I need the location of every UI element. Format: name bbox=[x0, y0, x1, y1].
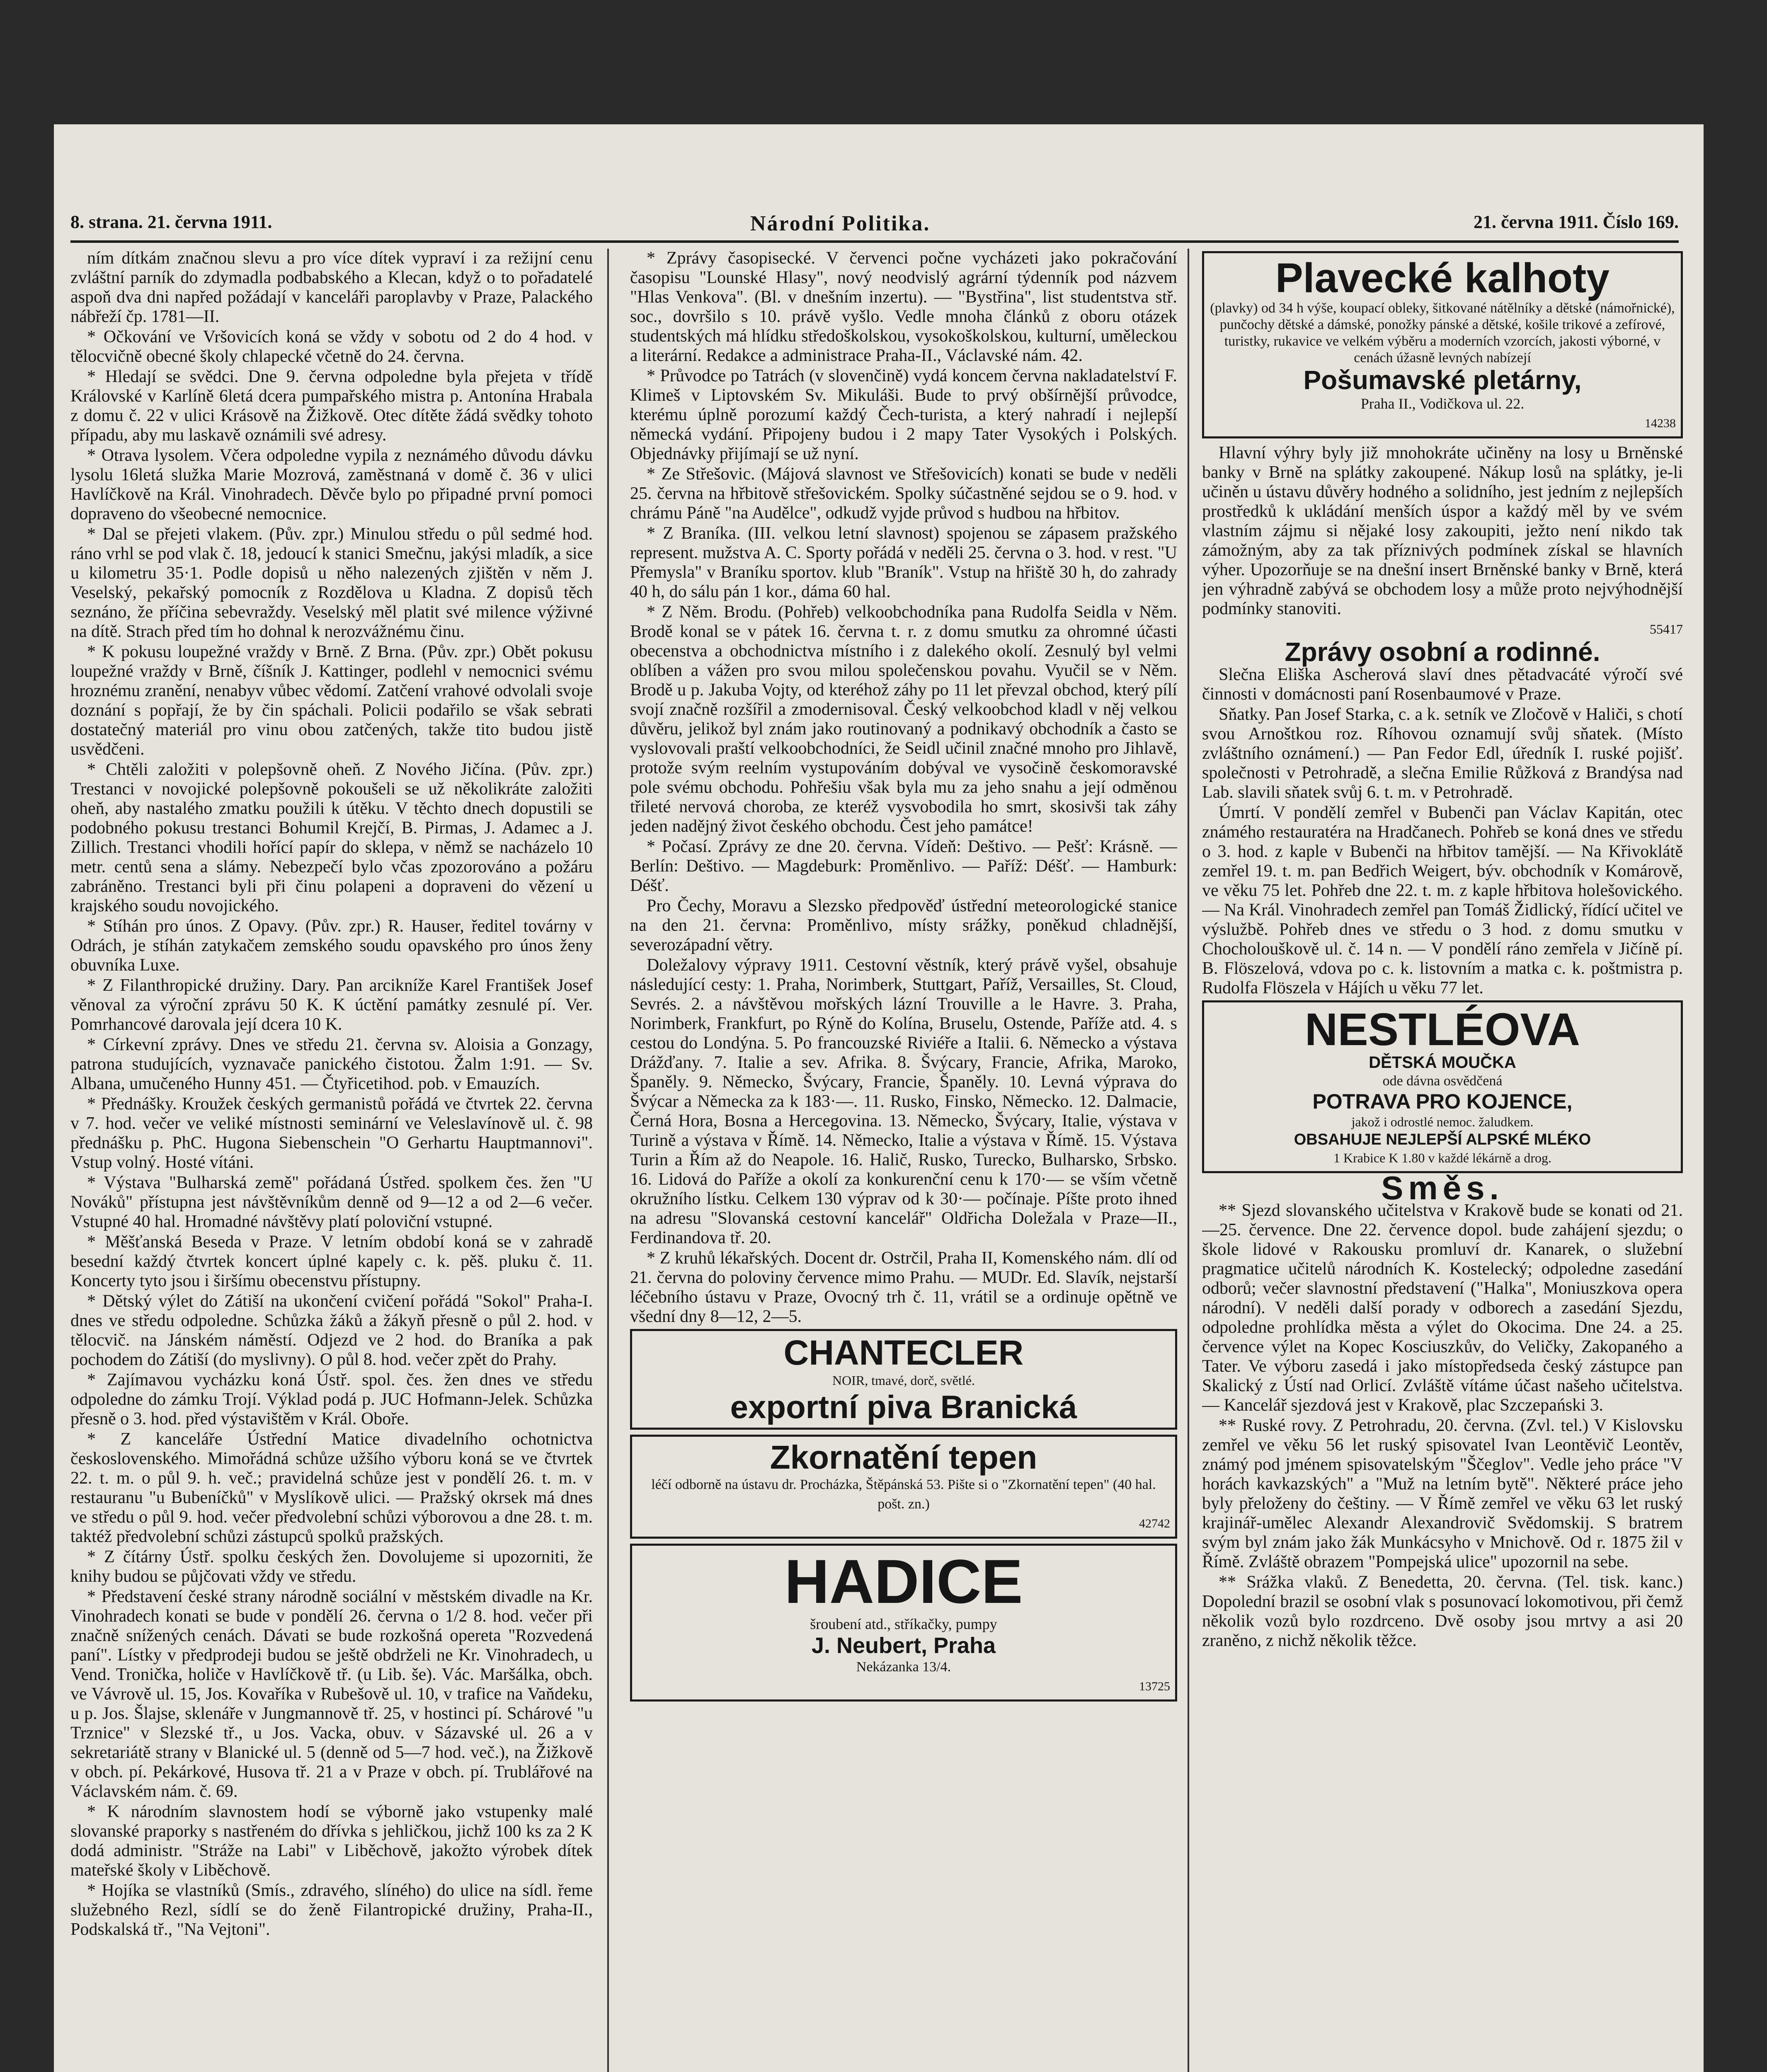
article: * Otrava lysolem. Včera odpoledne vypila z neznámého důvodu dávku lysolu 16letá služka Marie Mozrová, zaměstnaná v domě č. 36 v ulici Havlíčkově na Král. Vinohradech. Děvče bylo po připadné první pomoci dopraveno do všeobecné nemocnice. bbox=[70, 446, 593, 523]
article: * Z Braníka. (III. velkou letní slavnost) spojenou se zápasem pražského represent. mužstva A. C. Sporty pořádá v neděli 25. června o 3. hod. v rest. "U Přemysla" v Braníku sportov. klub "Braník". Vstup na hřiště 30 h, do zahrady 40 h, do sálu pán 1 kor., dáma 60 hal. bbox=[630, 524, 1177, 601]
article: * Zprávy časopisecké. V červenci počne vycházeti jako pokračování časopisu "Lounské Hlasy", nový neodvislý agrární týdenník pod názvem "Hlas Venkova". (Bl. v dnešním inzertu). — "Bystřina", list studentstva stř. soc., dovršilo s 10. právě vyšlo. Vedle mnoha článků z oboru otázek studentských má hlídku středoškolskou, vysokoškolskou, kulturní, uměleckou a literární. Redakce a administrace Praha-II., Václavské nám. 42. bbox=[630, 249, 1177, 365]
newspaper-page bbox=[54, 124, 1704, 2072]
column-rule bbox=[1188, 249, 1189, 2072]
article: ** Ruské rovy. Z Petrohradu, 20. června. (Zvl. tel.) V Kislovsku zemřel ve věku 56 let ruský spisovatel Ivan Leontěvič Leontěv, známý pod jménem spisovatelským "Ščeglov". Vedle jeho práce "V horách kavkazských" a "Muž na letním bytě". Některé práce jeho byly přeloženy do češtiny. — V Římě zemřel ve věku 63 let ruský krajinář-umělec Alexandr Alexandrovič Svědomskij. S bratrem svým byl znám jako žák Munkácsyho v Mnichově. Od r. 1875 žil v Římě. Zvláště obrazem "Pompejská ulice" upozornil na sebe. bbox=[1202, 1416, 1683, 1572]
article-travel: Doležalovy výpravy 1911. Cestovní věstník, který právě vyšel, obsahuje následující cesty: 1. Praha, Norimberk, Stuttgart, Paříž, Versailles, St. Cloud, Sevrés. 2. a návštěvou mořských lázní Trouville a le Havre. 3. Praha, Norimberk, Frankfurt, po Rýně do Kolína, Bruselu, Ostende, Paříže atd. 4. s cestou do Londýna. 5. Po francouzské Riviéře a Italii. 6. Německo a výstava Drážďany. 7. Italie a sev. Afrika. 8. Švýcary, Francie, Afrika, Maroko, Španěly. 9. Německo, Švýcary, Francie, Španěly. 10. Levná výprava do Švýcar a Německa za k 183·—. 11. Rusko, Finsko, Německo. 12. Dalmacie, Černá Hora, Bosna a Hercegovina. 13. Německo, Švýcary, Italie, výstava v Turině a výstava v Římě. 14. Německo, Italie a výstava v Římě. 15. Výstava Turin a Řím až do Neapole. 16. Halič, Rusko, Turecko, Bulharsko, Srbsko. 16. Lidová do Paříže a okolí za konkurenční cenu k 170·— se vším včetně okružního lístku. Celkem 130 výprav od k 30·— počínaje. Píšte proto ihned na adresu "Slovanská cestovní kancelář" Oldřicha Doležala v Praze—II., Ferdinandova tř. 20. bbox=[630, 956, 1177, 1247]
masthead bbox=[70, 211, 1679, 240]
article: * Stíhán pro únos. Z Opavy. (Pův. zpr.) R. Hauser, ředitel továrny v Odrách, je stíhán zatykačem zemského soudu opavského pro únos ženy obuvníka Luxe. bbox=[70, 917, 593, 975]
article: ** Sjezd slovanského učitelstva v Krakově bude se konati od 21.—25. července. Dne 22. července dopol. bude zahájení sjezdu; o škole lidové v Rakousku promluví dr. Kanarek, o služební pragmatice učitelů národních K. Kostelecký; odpoledne zasedání odborů; večer slavnostní představení ("Halka", Moniuszkova opera národní). V neděli další porady v odborech a zasedání Sjezdu, odpoledne prohlídka města a výlet do Okocima. Dne 24. a 25. července výlet na Kopec Kosciuszkův, do Veličky, Zakopaného a Tater. Ve výboru zasedá i jako místopředseda český zástupce pan Skalický z Ústí nad Orlicí. Zvláště vítáme účast našeho učitelstva. — Kancelář sjezdová jest v Krakově, plac Szczepański 3. bbox=[1202, 1201, 1683, 1415]
article: * Dětský výlet do Zátiší na ukončení cvičení pořádá "Sokol" Praha-I. dnes ve středu odpoledne. Schůzka žáků a žákyň přesně o půl 2. hod. v tělocvič. na Jánském náměstí. Odjezd ve 2 hod. do Braníka a pak pochodem do Zátiší (do myslivny). O půl 8. hod. večer zpět do Prahy. bbox=[70, 1292, 593, 1369]
article: * Měšťanská Beseda v Praze. V letním období koná se v zahradě besední každý čtvrtek koncert úplné kapely c. k. pěš. pluku č. 11. Koncerty tyto jsou i širšímu obecenstvu přístupny. bbox=[70, 1232, 593, 1290]
article: Slečna Eliška Ascherová slaví dnes pětadvacáté výročí své činnosti v domácnosti paní Rosenbaumové v Praze. bbox=[1202, 665, 1683, 704]
issue-number: 21. června 1911. Číslo 169. bbox=[1474, 212, 1679, 232]
article-doctors: * Z kruhů lékařských. Docent dr. Ostrčil, Praha II, Komenského nám. dlí od 21. června do poloviny července mimo Prahu. — MUDr. Ed. Slavík, nejstarší léčebního ústavu v Praze, Ovocný trh č. 11, vrátil se a ordinuje opětně ve všední dny 8—12, 2—5. bbox=[630, 1249, 1177, 1326]
article: * Očkování ve Vršovicích koná se vždy v sobotu od 2 do 4 hod. v tělocvičně obecné školy chlapecké včetně do 24. června. bbox=[70, 327, 593, 366]
column-3: Plavecké kalhoty (plavky) od 34 h výše, koupací obleky, šitkované nátělníky a dětské (námořnické), punčochy dětské a dámské, ponožky pánské a dětské, košile trikové a zefírové, turistky, rukavice ve velkém výběru a moderních vzorcích, jakosti výborné, v cenách úžasně levných nabízejí Pošumavské pletárny, Praha II., Vodičkova ul. 22. 14238 Hlavní výhry byly již mnohokráte učiněny na losy u Brněnské banky v Brně na splátky zakoupené. Nákup losů na splátky, je-li učiněn u ústavu důvěry hodného a solidního, jest jedním z nejlepších prostředků k ukládání menších úspor a každý měl by ve svém vlastním zájmu si nějaké losy zakoupiti, ježto není nikdo tak zámožným, aby za tak příznivých podmínek získal se hlavních výher. Upozorňuje se na dnešní insert Brněnské banky v Brně, která jen výhradně zabývá se obchodem losy a může proto nejvýhodnější podmínky stanoviti. 55417 Zprávy osobní a rodinné. Slečna Eliška Ascherová slaví dnes pětadvacáté výročí své činnosti v domácnosti paní Rosenbaumové v Praze. Sňatky. Pan Josef Starka, c. a k. setník ve Zločově v Haliči, s chotí svou Arnoštkou roz. Ríhovou oznamují svůj sňatek. (Místo zvláštního oznámení.) — Pan Fedor Edl, úředník I. ruské pojišť. společnosti v Petrohradě, a slečna Emilie Růžková z Brandýsa nad Lab. slavili sňatek svůj 6. t. m. v Petrohradě. Úmrtí. V pondělí zemřel v Bubenči pan Václav Kapitán, otec známého restauratéra na Hradčanech. Pohřeb se koná dnes ve středu o 3. hod. z kaple v Bubenči na hřbitov tamější. — Na Křivoklátě zemřel 19. t. m. pan Bedřich Weigert, býv. obchodník v Komárově, ve věku 75 let. Pohřeb dne 22. t. m. z kaple hřbitova holešovického. — Na Král. Vinohradech zemřel pan Tomáš Židlický, řídící učitel ve výslužbě. Pohřeb dnes ve středu o 3 hod. z domu smutku v Chocholouškově ul. č. 14 n. — V pondělí ráno zemřela v Jičíně pí. B. Flöszelová, vdova po c. k. listovním a matka c. k. poštmistra p. Rudolfa Flöszela v Hájích u věku 77 let. NESTLÉOVA DĚTSKÁ MOUČKA ode dávna osvědčená POTRAVA PRO KOJENCE, jakož i odrostlé nemoc. žaludkem. OBSAHUJE NEJLEPŠÍ ALPSKÉ MLÉKO 1 Krabice K 1.80 v každé lékárně a drog. Směs. ** Sjezd slovanského učitelstva v Krakově bude se konati od 21.—25. července. Dne 22. července dopol. bude zahájení sjezdu; o škole lidové v Rakousku promluví dr. Kanarek, o služební pragmatice učitelů národních K. Kostelecký; odpoledne zasedání odborů; večer slavnostní představení ("Halka", Moniuszkova opera národní). V neděli další porady v odborech a zasedání Sjezdu, odpoledne prohlídka města a výlet do Okocima. Dne 24. a 25. července výlet na Kopec Kosciuszkův, do Veličky, Zakopaného a Tater. Ve výboru zasedá i jako místopředseda český zástupce pan Skalický z Ústí nad Orlicí. Zvláště vítáme účast našeho učitelstva. — Kancelář sjezdová jest v Krakově, plac Szczepański 3. ** Ruské rovy. Z Petrohradu, 20. června. (Zvl. tel.) V Kislovsku zemřel ve věku 56 let ruský spisovatel Ivan Leontěvič Leontěv, známý pod jménem spisovatelským "Ščeglov". Vedle jeho práce "V horách kavkazských" a "Muž na letním bytě". Některé práce jeho byly přeloženy do češtiny. — V Římě zemřel ve věku 63 let ruský krajinář-umělec Alexandr Alexandrovič Svědomskij. S bratrem svým byl znám jako žák Munkácsyho v Mnichově. Od r. 1875 žil v Římě. Zvláště obrazem "Pompejská ulice" upozornil na sebe. ** Srážka vlaků. Z Benedetta, 20. června. (Tel. tisk. kanc.) Dopolední brazil se osobní vlak s posunovací lokomotivou, při čemž několik vozů bylo rozdrceno. Dvě osoby jsou mrtvy a asi 20 zraněno, z nichž několik těžce. bbox=[1202, 249, 1683, 2072]
ad-nestle: NESTLÉOVA DĚTSKÁ MOUČKA ode dávna osvědčená POTRAVA PRO KOJENCE, jakož i odrostlé nemoc. žaludkem. OBSAHUJE NEJLEPŠÍ ALPSKÉ MLÉKO 1 Krabice K 1.80 v každé lékárně a drog. bbox=[1202, 1000, 1683, 1173]
article: * Z Něm. Brodu. (Pohřeb) velkoobchodníka pana Rudolfa Seidla v Něm. Brodě konal se v pátek 16. června t. r. z domu smutku za ohromné účasti obecenstva a obchodnictva místního i z dalekého okolí. Zesnulý byl velmi oblíben a vážen pro svou milou společenskou povahu. Vyučil se v Něm. Brodě u p. Jakuba Vojty, od kteréhož záhy po 11 let převzal obchod, který pílí svojí značně rozšířil a zmodernisoval. Český velkoobchod kladl v něj velkou důvěru, jelikož byl znám jako routinovaný a podnikavý obchodník a často se vyslovovali praští velkoobchodníci, že Seidl učinil značné mnoho pro Jihlavě, protože svým reelním vystupováním dobýval ve vysočině českomoravské pole svému obchodu. Pohřešiu však byla mu za jeho snahu a její odměnou třileté nervová choroba, ze kteréž vysvobodila ho smrt, skosivši tak záhy jeden nadějný život českého obchodu. Čest jeho památce! bbox=[630, 603, 1177, 836]
article: * Průvodce po Tatrách (v slovenčině) vydá koncem června nakladatelství F. Klimeš v Liptovském Sv. Mikuláši. Bude to prvý obšírnější průvodce, kterému úplně porozumí každý Čech-turista, a který nahradí i nejlepší německá vydání. Připojeny budou i 2 mapy Tater Vysokých i Polských. Objednávky přijímají se už nyní. bbox=[630, 366, 1177, 463]
article: * Přednášky. Kroužek českých germanistů pořádá ve čtvrtek 22. června v 7. hod. večer ve veliké místnosti seminární ve Veleslavínově ul. č. 98 přednášku p. PhC. Hugona Siebenschein "O Gerhartu Hauptmannovi". Vstup volný. Hosté vítáni. bbox=[70, 1094, 593, 1172]
article: * Ze Střešovic. (Májová slavnost ve Střešovicích) konati se bude v neděli 25. června na hřbitově střešovickém. Spolky súčastněné sejdou se o 9. hod. v chrámu Páně "na Audělce", odkudž vyjde průvod s hudbou na hřbitov. bbox=[630, 465, 1177, 523]
article: * K národním slavnostem hodí se výborně jako vstupenky malé slovanské praporky s nastřeném do dřívka s jehličkou, jichž 100 ks za 2 K dodá administr. "Stráže na Labi" v Liběchově, jakožto výrobek dítek mateřské školy v Liběchově. bbox=[70, 1802, 593, 1880]
article: * K pokusu loupežné vraždy v Brně. Z Brna. (Pův. zpr.) Obět pokusu loupežné vraždy v Brně, číšník J. Kattinger, podlehl v nemocnici svému hroznému zranění, nenabyv vůbec vědomí. Zatčení vrahové odvolali svoje doznání s popřají, že by čin spáchali. Policii podařilo se však sebrati dostatečný materiál pro vinu obou zatčených, takže tito budou jistě usvědčeni. bbox=[70, 642, 593, 759]
article: * Hojíka se vlastníků (Smís., zdravého, slíného) do ulice na sídl. řeme služebného Rezl, sídlí se do ženě Filantropické družiny, Praha-II., Podskalská tř., "Na Vejtoni". bbox=[70, 1881, 593, 1939]
column-rule bbox=[607, 249, 609, 2072]
article: * Zajímavou vycházku koná Ústř. spol. čes. žen dnes ve středu odpoledne do zámku Trojí. Výklad podá p. JUC Hofmann-Jelek. Schůzka přesně o 3. hod. před výstavištěm v Král. Oboře. bbox=[70, 1370, 593, 1428]
header-rule bbox=[70, 240, 1679, 243]
article: * Chtěli založiti v polepšovně oheň. Z Nového Jičína. (Pův. zpr.) Trestanci v novojické polepšovně pokoušeli se už několikráte založiti oheň, aby nastalého zmatku použili k útěku. V těchto dnech dopustili se podobného pokusu trestanci Bohumil Krejčí, B. Pirmas, J. Adamec a J. Zillich. Trestanci vhodili hořící papír do sklepa, v němž se nacházelo 10 metr. centů sena a slámy. Nebezpečí bylo včas zpozorováno a požáru zabráněno. Trestanci byli při činu polapeni a dopraveni do vězení u krajského soudu novojického. bbox=[70, 760, 593, 915]
column-1 bbox=[70, 249, 593, 2072]
article: ** Srážka vlaků. Z Benedetta, 20. června. (Tel. tisk. kanc.) Dopolední brazil se osobní vlak s posunovací lokomotivou, při čemž několik vozů bylo rozdrceno. Dvě osoby jsou mrtvy a asi 20 zraněno, z nichž několik těžce. bbox=[1202, 1573, 1683, 1651]
ad-plavecke-kalhoty: Plavecké kalhoty (plavky) od 34 h výše, koupací obleky, šitkované nátělníky a dětské (námořnické), punčochy dětské a dámské, ponožky pánské a dětské, košile trikové a zefírové, turistky, rukavice ve velkém výběru a moderních vzorcích, jakosti výborné, v cenách úžasně levných nabízejí Pošumavské pletárny, Praha II., Vodičkova ul. 22. 14238 bbox=[1202, 251, 1683, 438]
article: Úmrtí. V pondělí zemřel v Bubenči pan Václav Kapitán, otec známého restauratéra na Hradčanech. Pohřeb se koná dnes ve středu o 3. hod. z kaple v Bubenči na hřbitov tamější. — Na Křivoklátě zemřel 19. t. m. pan Bedřich Weigert, býv. obchodník v Komárově, ve věku 75 let. Pohřeb dne 22. t. m. z kaple hřbitova holešovického. — Na Král. Vinohradech zemřel pan Tomáš Židlický, řídící učitel ve výslužbě. Pohřeb dnes ve středu o 3 hod. z domu smutku v Chocholouškově ul. č. 14 n. — V pondělí ráno zemřela v Jičíně pí. B. Flöszelová, vdova po c. k. listovním a matka c. k. poštmistra p. Rudolfa Flöszela v Hájích u věku 77 let. bbox=[1202, 803, 1683, 998]
article: * Z čítárny Ústř. spolku českých žen. Dovolujeme si upozorniti, že knihy budou se půjčovati vždy ve středu. bbox=[70, 1547, 593, 1586]
newspaper-title: Národní Politika. bbox=[750, 212, 931, 235]
article: Pro Čechy, Moravu a Slezsko předpověď ústřední meteorologické stanice na den 21. června: Proměnlivo, místy srážky, poněkud chladnější, severozápadní větry. bbox=[630, 896, 1177, 954]
ad-zkornateni: Zkornatění tepen léčí odborně na ústavu dr. Procházka, Štěpánská 53. Pište si o "Zkornatění tepen" (40 hal. pošt. zn.) 42742 bbox=[630, 1435, 1177, 1539]
article-losy: Hlavní výhry byly již mnohokráte učiněny na losy u Brněnské banky v Brně na splátky zakoupené. Nákup losů na splátky, je-li učiněn u ústavu důvěry hodného a solidního, jest jedním z nejlepších prostředků k ukládání menších úspor a každý měl by ve svém vlastním zájmu si nějaké losy zakoupiti, ježto není nikdo tak zámožným, aby za tak příznivých podmínek získal se hlavních výher. Upozorňuje se na dnešní insert Brněnské banky v Brně, která jen výhradně zabývá se obchodem losy a může proto nejvýhodnější podmínky stanoviti. bbox=[1202, 443, 1683, 619]
article: * Z Filanthropické družiny. Dary. Pan arcikníže Karel František Josef věnoval za výroční zprávu 50 K. K úctění památky zesnulé pí. Ver. Pomrhancové darovala její dcera 10 K. bbox=[70, 976, 593, 1034]
section-title-smes: Směs. bbox=[1381, 1169, 1504, 1207]
article: * Výstava "Bulharská země" pořádaná Ústřed. spolkem čes. žen "U Nováků" přístupna jest návštěvníkům denně od 9—12 a od 2—6 večer. Vstupné 40 hal. Hromadné návštěvy platí poloviční vstupné. bbox=[70, 1173, 593, 1231]
article: Sňatky. Pan Josef Starka, c. a k. setník ve Zločově v Haliči, s chotí svou Arnoštkou roz. Ríhovou oznamují svůj sňatek. (Místo zvláštního oznámení.) — Pan Fedor Edl, úředník I. ruské pojišť. společnosti v Petrohradě, a slečna Emilie Růžková z Brandýsa nad Lab. slavili sňatek svůj 6. t. m. v Petrohradě. bbox=[1202, 705, 1683, 802]
article: * Církevní zprávy. Dnes ve středu 21. června sv. Aloisia a Gonzagy, patrona studujících, vyznavače panického čistotou. Žalm 1:91. — Sv. Albana, umučeného Hunny 451. — Čtyřicetihod. pob. v Emauzích. bbox=[70, 1035, 593, 1093]
ad-chantecler: CHANTECLER NOIR, tmavé, dorč, světlé. exportní piva Branická bbox=[630, 1329, 1177, 1430]
ad-hadice: HADICE šroubení atd., stříkačky, pumpy J. Neubert, Praha Nekázanka 13/4. 13725 bbox=[630, 1544, 1177, 1702]
article: * Dal se přejeti vlakem. (Pův. zpr.) Minulou středu o půl sedmé hod. ráno vrhl se pod vlak č. 18, jedoucí k stanici Smečnu, jakýsi mladík, a sice u kilometru 35·1. Podle dopisů u něho nalezených zjištěn v něm J. Veselský, pekařský pomocník z Rozdělova u Kladna. Z dopisů těch seznáno, že příčina sebevraždy. Veselský měl platit své milence výživné na dítě. Strach před tím ho dohnal k nerozvážnému činu. bbox=[70, 525, 593, 641]
section-title-zpravy: Zprávy osobní a rodinné. bbox=[1285, 637, 1600, 667]
article: * Počasí. Zprávy ze dne 20. června. Vídeň: Deštivo. — Pešť: Krásně. — Berlín: Deštivo. — Magdeburk: Proměnlivo. — Paříž: Déšť. — Hamburk: Déšť. bbox=[630, 837, 1177, 895]
article: * Z kanceláře Ústřední Matice divadelního ochotnictva československého. Mimořádná schůze užšího výboru koná se ve čtvrtek 22. t. m. o půl 9. h. več.; pravidelná schůze jest v pondělí 26. t. m. v restauranu "u Bubeníčků" v Myslíkově ulici. — Pražský okrsek má dnes ve středu o půl 9. hod. večer předvolební schůzi výborovou a dne 28. t. m. taktéž předvolební schůzi zástupců spolků pražských. bbox=[70, 1430, 593, 1546]
article: * Představení české strany národně sociální v městském divadle na Kr. Vinohradech konati se bude v pondělí 26. června o 1/2 8. hod. večer při značně snížených cenách. Dávati se bude rozkošná opereta "Rozvedená paní". Lístky v předprodeji budou se ještě obdrželi ne Kr. Vinohradech, u Vend. Tronička, holiče v Havlíčkově tř. (u Lib. še). Vác. Maršálka, obch. ve Vávrově ul. 15, Jos. Kovaříka v Rubešově ul. 10, v trafice na Vaňdeku, u p. Jos. Šlajse, sklenáře v Jungmannově tř. 25, v hostinci pí. Schárové "u Trznice" v Slezské tř., u Jos. Vacka, obuv. v Sázavské ul. 26 a v sekretariátě strany v Blanické ul. 5 (denně od 5—7 hod. več.), na Žižkově v obch. pí. Pekárkové, Husova tř. 21 a v Praze v obch. pí. Trublářové na Václavském nám. č. 69. bbox=[70, 1587, 593, 1801]
article: * Hledají se svědci. Dne 9. června odpoledne byla přejeta v třídě Královské v Karlíně 6letá dcera pumpařského mistra p. Antonína Hrabala z domu č. 22 v ulici Krásově na Žižkově. Otec dítěte žádá svědky tohoto případu, aby mu laskavě oznámili své adresy. bbox=[70, 367, 593, 445]
article: ním dítkám značnou slevu a pro více dítek vypraví i za režijní cenu zvláštní parník do zdymadla podbabského a Klecan, když o to pořadatelé aspoň dva dni napřed požádají v kanceláři paroplavby v Praze, Palackého nábřeží čp. 1781—II. bbox=[70, 249, 593, 326]
page-number: 8. strana. 21. června 1911. bbox=[70, 212, 272, 232]
column-2 bbox=[630, 249, 1177, 2072]
